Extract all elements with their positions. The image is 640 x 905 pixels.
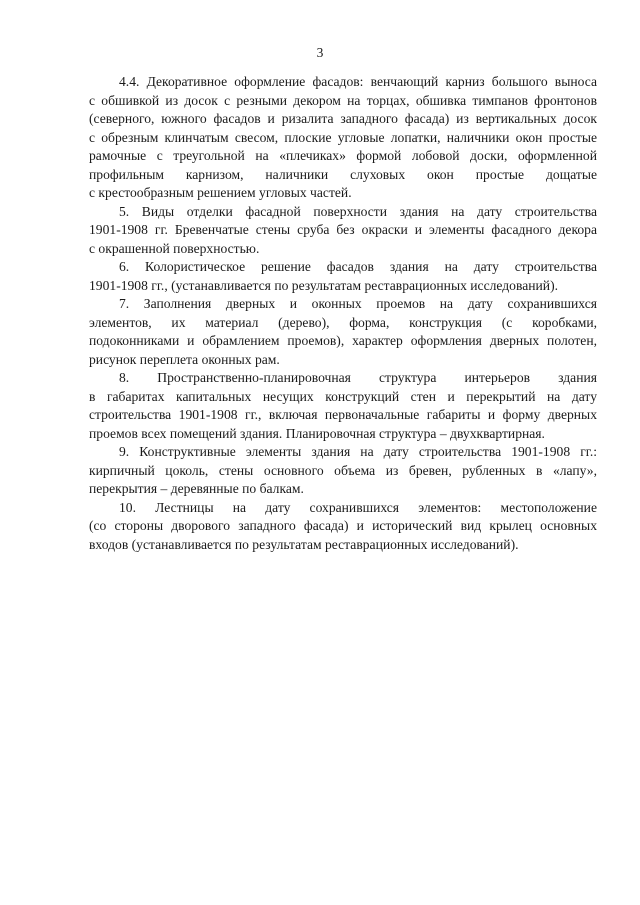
paragraph-line: входов (устанавливается по результатам реставрационных исследований). (89, 536, 519, 552)
paragraph-line: 6. Колористическое решение фасадов здания на дату строительства (119, 259, 597, 274)
paragraph-line: подоконниками и обрамлением проемов), характер оформления дверных полотен, (89, 333, 597, 348)
paragraph-line: строительства 1901-1908 гг., включая первоначальные габариты и форму дверных (89, 407, 597, 422)
paragraph-line: профильным карнизом, наличники слуховых окон простые дощатые (89, 166, 597, 182)
paragraph-line: 5. Виды отделки фасадной поверхности здания на дату строительства (119, 203, 597, 219)
paragraph-8 (89, 369, 597, 443)
paragraph-5 (89, 203, 597, 259)
paragraph-6 (89, 258, 597, 295)
paragraph-line: 8. Пространственно-планировочная структура интерьеров здания (119, 370, 597, 385)
paragraph-line: в габаритах капитальных несущих конструкций стен и перекрытий на дату (89, 388, 597, 404)
paragraph-line: 1901-1908 гг., (устанавливается по результатам реставрационных исследований). (89, 277, 558, 293)
paragraph-line: 10. Лестницы на дату сохранившихся элементов: местоположение (119, 499, 597, 515)
paragraph-line: с обрезным клинчатым свесом, плоские угловые лопатки, наличники окон простые (89, 129, 597, 145)
paragraph-line: рисунок переплета оконных рам. (89, 351, 280, 367)
paragraph-line: (северного, южного фасадов и ризалита западного фасада) из вертикальных досок (89, 111, 597, 126)
paragraph-line: проемов всех помещений здания. Планировочная структура – двухквартирная. (89, 425, 545, 441)
paragraph-line: элементов, их материал (дерево), форма, конструкция (с коробками, (89, 314, 597, 330)
page-number: 3 (316, 45, 324, 60)
paragraph-10 (89, 499, 597, 555)
paragraph-line: с обшивкой из досок с резными декором на торцах, обшивка тимпанов фронтонов (89, 92, 597, 108)
paragraph-line: 9. Конструктивные элементы здания на дату строительства 1901-1908 гг.: (119, 444, 597, 459)
paragraph-line: перекрытия – деревянные по балкам. (89, 481, 304, 496)
paragraph-line: 4.4. Декоративное оформление фасадов: венчающий карниз большого выноса (119, 74, 597, 89)
paragraph-9 (89, 443, 597, 499)
paragraph-line: 7. Заполнения дверных и оконных проемов на дату сохранившихся (119, 296, 597, 311)
paragraph-line: 1901-1908 гг. Бревенчатые стены сруба без окраски и элементы фасадного декора (89, 222, 597, 237)
document-body (89, 73, 597, 554)
paragraph-line: рамочные с треугольной на «плечиках» формой лобовой доски, оформленной (89, 148, 597, 163)
paragraph-7 (89, 295, 597, 369)
paragraph-line: кирпичный цоколь, стены основного объема из бревен, рубленных в «лапу», (89, 462, 597, 478)
paragraph-line: с окрашенной поверхностью. (89, 240, 260, 256)
paragraph-4-4 (89, 73, 597, 203)
paragraph-line: с крестообразным решением угловых частей. (89, 185, 352, 200)
paragraph-line: (со стороны дворового западного фасада) и исторический вид крылец основных (89, 518, 597, 533)
